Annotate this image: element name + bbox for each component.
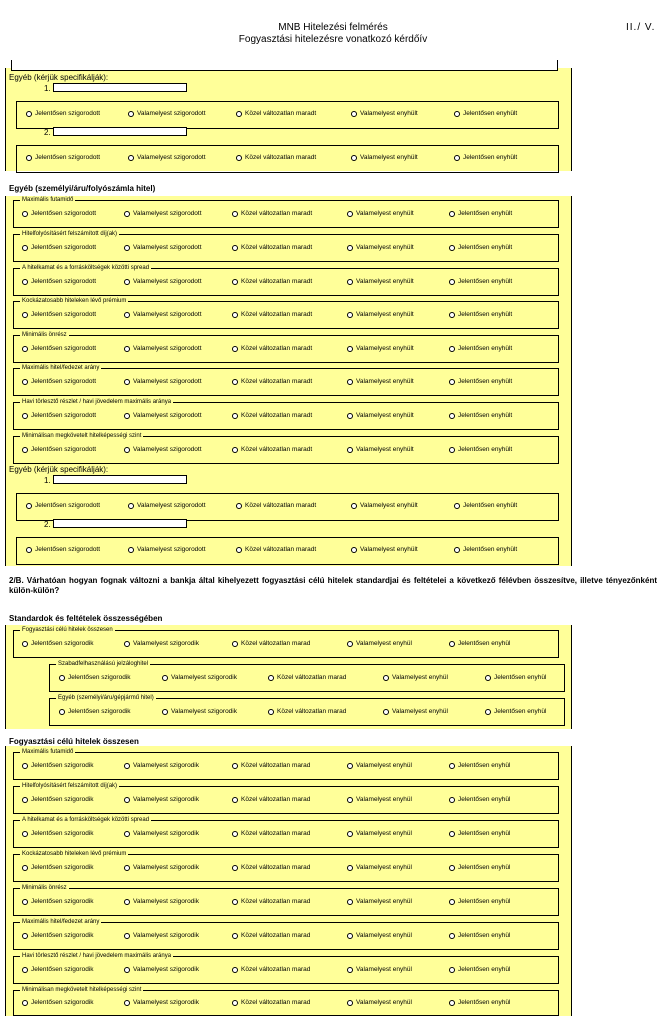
- option-somewhat-ease[interactable]: Valamelyest enyhült: [347, 210, 414, 219]
- option-somewhat-ease[interactable]: Valamelyest enyhül: [383, 674, 448, 683]
- factor-label: Kockázatosabb hiteleken lévő prémium: [22, 851, 127, 857]
- other-specify-label: Egyéb (kérjük specifikálják):: [9, 73, 109, 82]
- factor-group: [13, 265, 559, 296]
- factor-group: [13, 231, 559, 262]
- option-significant-tighten[interactable]: Jelentősen szigorodik: [22, 966, 94, 975]
- option-unchanged[interactable]: Közel változatlan marad: [232, 898, 310, 907]
- option-somewhat-tighten[interactable]: Valamelyest szigorodik: [124, 932, 199, 941]
- option-somewhat-ease[interactable]: Valamelyest enyhült: [351, 546, 418, 555]
- option-somewhat-ease[interactable]: Valamelyest enyhült: [347, 244, 414, 253]
- option-significant-tighten[interactable]: Jelentősen szigorodott: [26, 110, 100, 119]
- factor-label: A hitelkamat és a forrásköltségek közötti spread: [22, 265, 150, 271]
- other-num-2: 2.: [44, 128, 51, 137]
- option-somewhat-tighten[interactable]: Valamelyest szigorodik: [162, 674, 237, 683]
- other-num-1: 1.: [44, 84, 51, 93]
- option-somewhat-tighten[interactable]: Valamelyest szigorodott: [128, 110, 206, 119]
- other-num-1: 1.: [44, 476, 51, 485]
- factor-group: [13, 298, 559, 329]
- option-somewhat-ease[interactable]: Valamelyest enyhül: [347, 999, 412, 1008]
- other-group-2: [16, 145, 559, 173]
- option-somewhat-ease[interactable]: Valamelyest enyhült: [351, 502, 418, 511]
- option-significant-ease[interactable]: Jelentősen enyhül: [449, 999, 510, 1008]
- option-significant-ease[interactable]: Jelentősen enyhül: [449, 864, 510, 873]
- option-significant-ease[interactable]: Jelentősen enyhül: [449, 966, 510, 975]
- other-num-2: 2.: [44, 520, 51, 529]
- page-number: II./ V.: [626, 22, 656, 33]
- option-somewhat-ease[interactable]: Valamelyest enyhült: [347, 345, 414, 354]
- option-somewhat-ease[interactable]: Valamelyest enyhült: [351, 154, 418, 163]
- option-unchanged[interactable]: Közel változatlan maradt: [232, 210, 312, 219]
- option-significant-ease[interactable]: Jelentősen enyhült: [454, 502, 517, 511]
- factor-group: [13, 783, 559, 814]
- option-significant-tighten[interactable]: Jelentősen szigorodik: [22, 864, 94, 873]
- option-somewhat-tighten[interactable]: Valamelyest szigorodott: [124, 378, 202, 387]
- other-group-1: [16, 101, 559, 129]
- option-significant-ease[interactable]: Jelentősen enyhült: [449, 210, 512, 219]
- option-significant-tighten[interactable]: Jelentősen szigorodott: [22, 244, 96, 253]
- option-significant-ease[interactable]: Jelentősen enyhült: [449, 378, 512, 387]
- option-significant-tighten[interactable]: Jelentősen szigorodott: [22, 345, 96, 354]
- factor-group: [13, 919, 559, 950]
- option-somewhat-tighten[interactable]: Valamelyest szigorodik: [124, 966, 199, 975]
- other-specify-label: Egyéb (kérjük specifikálják):: [9, 465, 109, 474]
- option-somewhat-tighten[interactable]: Valamelyest szigorodott: [124, 311, 202, 320]
- option-somewhat-ease[interactable]: Valamelyest enyhült: [351, 110, 418, 119]
- other-input-2[interactable]: [53, 127, 187, 136]
- option-unchanged[interactable]: Közel változatlan maradt: [236, 546, 316, 555]
- option-somewhat-ease[interactable]: Valamelyest enyhült: [347, 278, 414, 287]
- option-significant-ease[interactable]: Jelentősen enyhült: [449, 345, 512, 354]
- option-significant-tighten[interactable]: Jelentősen szigorodott: [22, 210, 96, 219]
- question-2b: 2/B. Várhatóan hogyan fognak változni a bankja által kihelyezett fogyasztási célú hitelek standardjai és feltételei a következő félévben összesítve, illetve tényezőnként külön-külön?: [9, 576, 657, 595]
- factor-label: Fogyasztási célú hitelek összesen: [22, 627, 113, 633]
- option-significant-tighten[interactable]: Jelentősen szigorodik: [59, 674, 131, 683]
- section-consumer-total-title: Fogyasztási célú hitelek összesen: [9, 737, 139, 746]
- option-significant-ease[interactable]: Jelentősen enyhült: [449, 446, 512, 455]
- option-somewhat-tighten[interactable]: Valamelyest szigorodik: [124, 640, 199, 649]
- option-unchanged[interactable]: Közel változatlan maradt: [232, 278, 312, 287]
- option-significant-tighten[interactable]: Jelentősen szigorodott: [22, 412, 96, 421]
- factor-label: Minimális önrész: [22, 885, 67, 891]
- option-unchanged[interactable]: Közel változatlan maradt: [232, 446, 312, 455]
- option-significant-tighten[interactable]: Jelentősen szigorodik: [22, 999, 94, 1008]
- header-subtitle: Fogyasztási hitelezésre vonatkozó kérdőív: [238, 34, 428, 45]
- option-significant-ease[interactable]: Jelentősen enyhült: [449, 311, 512, 320]
- option-unchanged[interactable]: Közel változatlan marad: [232, 864, 310, 873]
- option-significant-tighten[interactable]: Jelentősen szigorodik: [22, 898, 94, 907]
- option-somewhat-ease[interactable]: Valamelyest enyhült: [347, 446, 414, 455]
- option-unchanged[interactable]: Közel változatlan maradt: [236, 154, 316, 163]
- option-somewhat-tighten[interactable]: Valamelyest szigorodott: [124, 345, 202, 354]
- option-unchanged[interactable]: Közel változatlan marad: [268, 674, 346, 683]
- factor-label: Szabadfelhasználású jelzáloghitel: [58, 661, 149, 667]
- option-significant-ease[interactable]: Jelentősen enyhül: [449, 640, 510, 649]
- option-significant-ease[interactable]: Jelentősen enyhült: [449, 278, 512, 287]
- option-somewhat-ease[interactable]: Valamelyest enyhült: [347, 412, 414, 421]
- other-group-1: [16, 493, 559, 521]
- sub-free-group: [49, 661, 565, 692]
- option-significant-tighten[interactable]: Jelentősen szigorodott: [22, 378, 96, 387]
- option-significant-ease[interactable]: Jelentősen enyhül: [449, 898, 510, 907]
- option-significant-ease[interactable]: Jelentősen enyhült: [454, 154, 517, 163]
- other-input-2[interactable]: [53, 519, 187, 528]
- factor-label: A hitelkamat és a forrásköltségek közötti spread: [22, 817, 150, 823]
- factor-group: [13, 851, 559, 882]
- option-unchanged[interactable]: Közel változatlan maradt: [232, 311, 312, 320]
- factor-group: [13, 332, 559, 363]
- option-significant-ease[interactable]: Jelentősen enyhül: [449, 796, 510, 805]
- option-somewhat-tighten[interactable]: Valamelyest szigorodott: [124, 210, 202, 219]
- option-significant-tighten[interactable]: Jelentősen szigorodik: [22, 796, 94, 805]
- factor-group: [13, 885, 559, 916]
- option-somewhat-ease[interactable]: Valamelyest enyhül: [347, 796, 412, 805]
- option-significant-tighten[interactable]: Jelentősen szigorodik: [22, 932, 94, 941]
- factor-group: [13, 953, 559, 984]
- option-somewhat-ease[interactable]: Valamelyest enyhül: [347, 898, 412, 907]
- option-somewhat-ease[interactable]: Valamelyest enyhül: [383, 708, 448, 717]
- option-significant-tighten[interactable]: Jelentősen szigorodik: [22, 830, 94, 839]
- factor-label: Kockázatosabb hiteleken lévő prémium: [22, 298, 127, 304]
- option-unchanged[interactable]: Közel változatlan marad: [268, 708, 346, 717]
- option-unchanged[interactable]: Közel változatlan marad: [232, 830, 310, 839]
- option-significant-ease[interactable]: Jelentősen enyhült: [449, 244, 512, 253]
- option-somewhat-tighten[interactable]: Valamelyest szigorodott: [128, 154, 206, 163]
- option-somewhat-tighten[interactable]: Valamelyest szigorodott: [124, 278, 202, 287]
- option-somewhat-ease[interactable]: Valamelyest enyhül: [347, 762, 412, 771]
- option-somewhat-ease[interactable]: Valamelyest enyhült: [347, 378, 414, 387]
- option-significant-ease[interactable]: Jelentősen enyhül: [449, 932, 510, 941]
- option-somewhat-ease[interactable]: Valamelyest enyhült: [347, 311, 414, 320]
- other-input-1[interactable]: [53, 475, 187, 484]
- option-somewhat-tighten[interactable]: Valamelyest szigorodik: [124, 864, 199, 873]
- option-unchanged[interactable]: Közel változatlan marad: [232, 762, 310, 771]
- option-unchanged[interactable]: Közel változatlan marad: [232, 932, 310, 941]
- option-significant-ease[interactable]: Jelentősen enyhül: [449, 830, 510, 839]
- option-somewhat-tighten[interactable]: Valamelyest szigorodik: [162, 708, 237, 717]
- factor-group: [13, 365, 559, 396]
- option-significant-ease[interactable]: Jelentősen enyhült: [454, 110, 517, 119]
- factor-group: [13, 197, 559, 228]
- other-input-1[interactable]: [53, 83, 187, 92]
- option-somewhat-tighten[interactable]: Valamelyest szigorodik: [124, 796, 199, 805]
- factor-label: Minimális önrész: [22, 332, 67, 338]
- option-unchanged[interactable]: Közel változatlan marad: [232, 999, 310, 1008]
- option-somewhat-tighten[interactable]: Valamelyest szigorodik: [124, 830, 199, 839]
- option-somewhat-tighten[interactable]: Valamelyest szigorodott: [124, 244, 202, 253]
- option-significant-ease[interactable]: Jelentősen enyhült: [449, 412, 512, 421]
- factor-group: [13, 987, 559, 1016]
- section-other-credit-title: Egyéb (személyi/áru/folyószámla hitel): [9, 184, 156, 193]
- option-unchanged[interactable]: Közel változatlan marad: [232, 796, 310, 805]
- option-somewhat-ease[interactable]: Valamelyest enyhül: [347, 640, 412, 649]
- option-significant-tighten[interactable]: Jelentősen szigorodott: [22, 278, 96, 287]
- other-group-2: [16, 537, 559, 565]
- option-somewhat-ease[interactable]: Valamelyest enyhül: [347, 864, 412, 873]
- previous-box-end: [11, 60, 558, 71]
- option-somewhat-tighten[interactable]: Valamelyest szigorodik: [124, 999, 199, 1008]
- factor-label: Maximális hitel/fedezet arány: [22, 919, 100, 925]
- factor-label: Maximális futamidő: [22, 197, 74, 203]
- option-somewhat-tighten[interactable]: Valamelyest szigorodik: [124, 898, 199, 907]
- option-unchanged[interactable]: Közel változatlan maradt: [232, 412, 312, 421]
- factor-group: [13, 433, 559, 464]
- option-unchanged[interactable]: Közel változatlan maradt: [232, 378, 312, 387]
- section-standards-title: Standardok és feltételek összességében: [9, 614, 163, 623]
- option-somewhat-tighten[interactable]: Valamelyest szigorodott: [124, 446, 202, 455]
- option-somewhat-ease[interactable]: Valamelyest enyhül: [347, 830, 412, 839]
- option-somewhat-tighten[interactable]: Valamelyest szigorodik: [124, 762, 199, 771]
- option-somewhat-ease[interactable]: Valamelyest enyhül: [347, 966, 412, 975]
- option-significant-tighten[interactable]: Jelentősen szigorodik: [22, 640, 94, 649]
- factor-label: Maximális hitel/fedezet arány: [22, 365, 100, 371]
- option-significant-tighten[interactable]: Jelentősen szigorodott: [22, 311, 96, 320]
- option-unchanged[interactable]: Közel változatlan marad: [232, 966, 310, 975]
- option-significant-tighten[interactable]: Jelentősen szigorodott: [26, 546, 100, 555]
- option-significant-tighten[interactable]: Jelentősen szigorodott: [22, 446, 96, 455]
- factor-label: Minimálisan megkövetelt hitelképességi szint: [22, 433, 142, 439]
- factor-label: Egyéb (személyi/áru/gépjármű hitel): [58, 695, 154, 701]
- option-significant-ease[interactable]: Jelentősen enyhül: [485, 708, 546, 717]
- sub-other-group: [49, 695, 565, 726]
- factor-label: Hitelfolyósításért felszámított díj(ak): [22, 783, 118, 789]
- option-significant-tighten[interactable]: Jelentősen szigorodik: [22, 762, 94, 771]
- option-unchanged[interactable]: Közel változatlan maradt: [236, 110, 316, 119]
- option-significant-tighten[interactable]: Jelentősen szigorodik: [59, 708, 131, 717]
- option-somewhat-tighten[interactable]: Valamelyest szigorodott: [124, 412, 202, 421]
- option-unchanged[interactable]: Közel változatlan maradt: [232, 244, 312, 253]
- option-significant-ease[interactable]: Jelentősen enyhült: [454, 546, 517, 555]
- option-somewhat-tighten[interactable]: Valamelyest szigorodott: [128, 502, 206, 511]
- consumer-total-group: [13, 627, 559, 658]
- option-unchanged[interactable]: Közel változatlan maradt: [236, 502, 316, 511]
- factor-label: Maximális futamidő: [22, 749, 74, 755]
- factor-label: Havi törlesztő részlet / havi jövedelem maximális aránya: [22, 953, 172, 959]
- factor-label: Minimálisan megkövetelt hitelképességi szint: [22, 987, 142, 993]
- header-title: MNB Hitelezési felmérés: [278, 22, 388, 33]
- factor-group: [13, 399, 559, 430]
- option-significant-tighten[interactable]: Jelentősen szigorodott: [26, 502, 100, 511]
- option-somewhat-tighten[interactable]: Valamelyest szigorodott: [128, 546, 206, 555]
- factor-label: Havi törlesztő részlet / havi jövedelem maximális aránya: [22, 399, 172, 405]
- factor-group: [13, 749, 559, 780]
- option-unchanged[interactable]: Közel változatlan maradt: [232, 345, 312, 354]
- option-somewhat-ease[interactable]: Valamelyest enyhül: [347, 932, 412, 941]
- option-significant-ease[interactable]: Jelentősen enyhül: [485, 674, 546, 683]
- factor-group: [13, 817, 559, 848]
- option-significant-ease[interactable]: Jelentősen enyhül: [449, 762, 510, 771]
- option-unchanged[interactable]: Közel változatlan marad: [232, 640, 310, 649]
- factor-label: Hitelfolyósításért felszámított díj(ak): [22, 231, 118, 237]
- option-significant-tighten[interactable]: Jelentősen szigorodott: [26, 154, 100, 163]
